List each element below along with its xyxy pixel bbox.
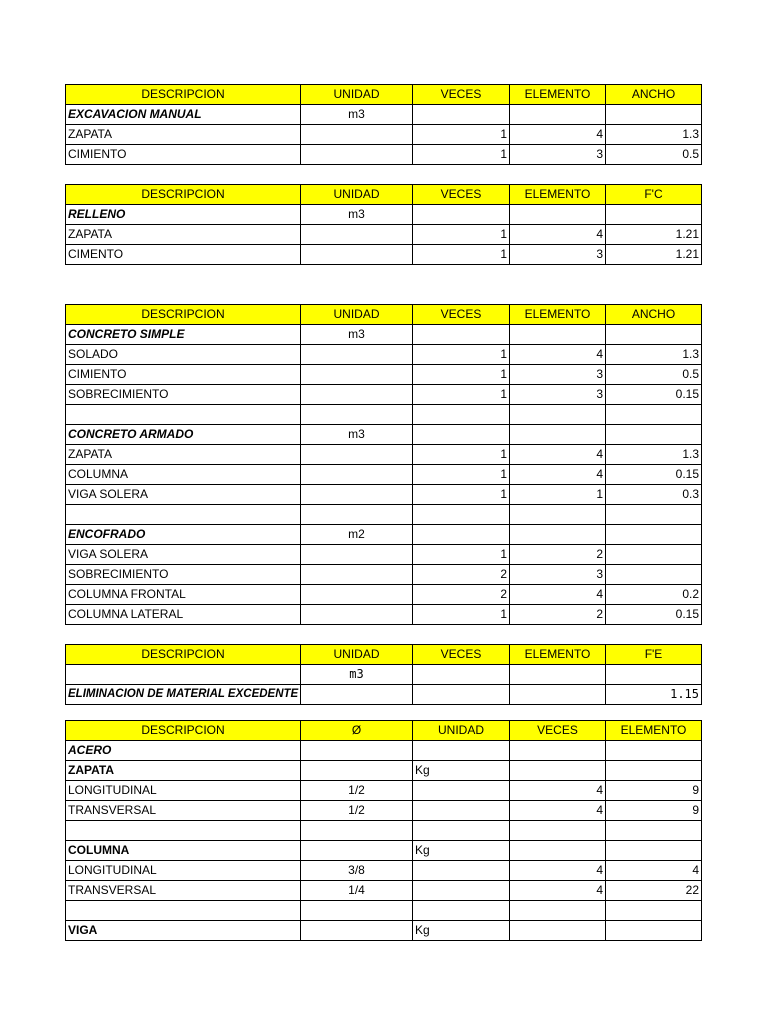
empty-cell[interactable]	[301, 465, 413, 485]
table-row	[66, 605, 702, 625]
empty-cell[interactable]	[301, 405, 413, 425]
ancho-cell[interactable]: 1.3	[606, 125, 702, 145]
elemento-cell[interactable]: 2	[510, 605, 606, 625]
veces-cell[interactable]: 4	[510, 881, 606, 901]
empty-cell[interactable]	[510, 761, 606, 781]
ancho-cell[interactable]: 0.15	[606, 605, 702, 625]
desc-cell[interactable]: COLUMNA LATERAL	[66, 605, 301, 625]
empty-cell[interactable]	[413, 325, 510, 345]
elemento-cell[interactable]: 4	[510, 345, 606, 365]
table-row	[66, 225, 702, 245]
blank-row	[66, 405, 702, 425]
header-diameter[interactable]: Ø	[301, 721, 413, 741]
unit-cell[interactable]: m3	[301, 325, 413, 345]
empty-cell[interactable]	[510, 105, 606, 125]
header-veces[interactable]: VECES	[413, 305, 510, 325]
section-label[interactable]: EXCAVACION MANUAL	[66, 105, 301, 125]
header-unidad[interactable]: UNIDAD	[301, 85, 413, 105]
empty-cell[interactable]	[510, 665, 606, 685]
empty-cell[interactable]	[606, 525, 702, 545]
veces-cell[interactable]: 1	[413, 125, 510, 145]
empty-cell[interactable]	[301, 761, 413, 781]
ancho-cell[interactable]: 1.3	[606, 445, 702, 465]
header-elemento[interactable]: ELEMENTO	[510, 645, 606, 665]
empty-cell[interactable]	[413, 205, 510, 225]
header-veces[interactable]: VECES	[413, 645, 510, 665]
header-row	[66, 185, 702, 205]
desc-cell[interactable]: TRANSVERSAL	[66, 881, 301, 901]
fc-cell[interactable]: 1.21	[606, 225, 702, 245]
table-row	[66, 801, 702, 821]
empty-cell[interactable]	[413, 425, 510, 445]
empty-cell[interactable]	[510, 205, 606, 225]
unit-cell[interactable]: m3	[301, 425, 413, 445]
ancho-cell[interactable]: 0.3	[606, 485, 702, 505]
veces-cell[interactable]: 4	[510, 781, 606, 801]
empty-cell[interactable]	[301, 365, 413, 385]
header-descripcion[interactable]: DESCRIPCION	[66, 185, 301, 205]
empty-cell[interactable]	[510, 525, 606, 545]
empty-cell[interactable]	[413, 861, 510, 881]
header-row	[66, 85, 702, 105]
header-elemento[interactable]: ELEMENTO	[606, 721, 702, 741]
section-label[interactable]: CONCRETO ARMADO	[66, 425, 301, 445]
diameter-cell[interactable]: 1/4	[301, 881, 413, 901]
section-row	[66, 761, 702, 781]
header-descripcion[interactable]: DESCRIPCION	[66, 85, 301, 105]
desc-cell[interactable]: CIMENTO	[66, 245, 301, 265]
empty-cell[interactable]	[301, 445, 413, 465]
desc-cell[interactable]: SOLADO	[66, 345, 301, 365]
empty-cell[interactable]	[66, 505, 301, 525]
veces-cell[interactable]: 1	[413, 485, 510, 505]
empty-cell[interactable]	[510, 841, 606, 861]
empty-cell[interactable]	[301, 685, 413, 705]
empty-cell[interactable]	[301, 225, 413, 245]
empty-cell[interactable]	[301, 841, 413, 861]
diameter-cell[interactable]: 1/2	[301, 801, 413, 821]
header-row	[66, 645, 702, 665]
empty-cell[interactable]	[413, 405, 510, 425]
header-fe[interactable]: F'E	[606, 645, 702, 665]
desc-cell[interactable]: ZAPATA	[66, 445, 301, 465]
table-row	[66, 861, 702, 881]
empty-cell[interactable]	[413, 685, 510, 705]
empty-cell[interactable]	[606, 325, 702, 345]
empty-cell[interactable]	[66, 901, 301, 921]
empty-cell[interactable]	[510, 505, 606, 525]
unit-cell[interactable]: Kg	[413, 841, 510, 861]
elemento-cell[interactable]: 4	[510, 445, 606, 465]
elemento-cell[interactable]: 4	[510, 125, 606, 145]
elemento-cell[interactable]: 22	[606, 881, 702, 901]
desc-cell[interactable]: CIMIENTO	[66, 365, 301, 385]
veces-cell[interactable]: 4	[510, 801, 606, 821]
unit-cell[interactable]: Kg	[413, 761, 510, 781]
empty-cell[interactable]	[301, 125, 413, 145]
unit-cell[interactable]: Kg	[413, 921, 510, 941]
empty-cell[interactable]	[606, 761, 702, 781]
section-row	[66, 921, 702, 941]
elemento-cell[interactable]: 9	[606, 781, 702, 801]
veces-cell[interactable]: 1	[413, 385, 510, 405]
empty-cell[interactable]	[510, 685, 606, 705]
table-row	[66, 485, 702, 505]
elemento-cell[interactable]: 4	[606, 861, 702, 881]
header-unidad[interactable]: UNIDAD	[301, 645, 413, 665]
empty-cell[interactable]	[301, 485, 413, 505]
elemento-cell[interactable]: 4	[510, 225, 606, 245]
header-row	[66, 721, 702, 741]
table-row	[66, 685, 702, 705]
empty-cell[interactable]	[606, 921, 702, 941]
unit-cell[interactable]: m3	[301, 205, 413, 225]
empty-cell[interactable]	[301, 585, 413, 605]
empty-cell[interactable]	[606, 425, 702, 445]
elemento-cell[interactable]: 3	[510, 145, 606, 165]
section-label[interactable]: VIGA	[66, 921, 301, 941]
section-row	[66, 205, 702, 225]
section-row	[66, 425, 702, 445]
veces-cell[interactable]: 1	[413, 245, 510, 265]
acero-table	[65, 720, 702, 941]
elemento-cell[interactable]: 3	[510, 245, 606, 265]
empty-cell[interactable]	[413, 801, 510, 821]
desc-cell[interactable]: SOBRECIMIENTO	[66, 565, 301, 585]
empty-cell[interactable]	[606, 821, 702, 841]
header-unidad[interactable]: UNIDAD	[301, 305, 413, 325]
eliminacion-table	[65, 644, 702, 705]
empty-cell[interactable]	[606, 901, 702, 921]
empty-cell[interactable]	[413, 821, 510, 841]
section-label[interactable]: COLUMNA	[66, 841, 301, 861]
elemento-cell[interactable]: 1	[510, 485, 606, 505]
veces-cell[interactable]: 1	[413, 345, 510, 365]
desc-cell[interactable]: COLUMNA FRONTAL	[66, 585, 301, 605]
empty-cell[interactable]	[413, 881, 510, 901]
desc-cell[interactable]: TRANSVERSAL	[66, 801, 301, 821]
relleno-table	[65, 184, 702, 265]
empty-cell[interactable]	[301, 145, 413, 165]
veces-cell[interactable]: 2	[413, 585, 510, 605]
concreto-table	[65, 304, 702, 625]
empty-cell[interactable]	[301, 901, 413, 921]
section-row	[66, 841, 702, 861]
empty-cell[interactable]	[606, 205, 702, 225]
empty-cell[interactable]	[606, 405, 702, 425]
header-veces[interactable]: VECES	[413, 185, 510, 205]
empty-cell[interactable]	[301, 605, 413, 625]
unit-row	[66, 665, 702, 685]
table-row	[66, 385, 702, 405]
table-row	[66, 125, 702, 145]
ancho-cell[interactable]: 0.2	[606, 585, 702, 605]
diameter-cell[interactable]: 1/2	[301, 781, 413, 801]
section-label[interactable]: CONCRETO SIMPLE	[66, 325, 301, 345]
header-unidad[interactable]: UNIDAD	[301, 185, 413, 205]
header-ancho[interactable]: ANCHO	[606, 85, 702, 105]
empty-cell[interactable]	[413, 525, 510, 545]
desc-cell[interactable]: COLUMNA	[66, 465, 301, 485]
veces-cell[interactable]: 1	[413, 445, 510, 465]
fe-cell[interactable]: 1.15	[606, 685, 702, 705]
empty-cell[interactable]	[301, 385, 413, 405]
veces-cell[interactable]: 1	[413, 365, 510, 385]
empty-cell[interactable]	[606, 505, 702, 525]
empty-cell[interactable]	[66, 405, 301, 425]
empty-cell[interactable]	[413, 105, 510, 125]
empty-cell[interactable]	[301, 565, 413, 585]
empty-cell[interactable]	[301, 921, 413, 941]
empty-cell[interactable]	[301, 741, 413, 761]
header-fc[interactable]: F'C	[606, 185, 702, 205]
blank-row	[66, 505, 702, 525]
veces-cell[interactable]: 1	[413, 465, 510, 485]
ancho-cell[interactable]: 1.3	[606, 345, 702, 365]
empty-cell[interactable]	[413, 741, 510, 761]
ancho-cell[interactable]: 0.15	[606, 465, 702, 485]
empty-cell[interactable]	[301, 821, 413, 841]
desc-cell[interactable]: CIMIENTO	[66, 145, 301, 165]
veces-cell[interactable]: 1	[413, 145, 510, 165]
empty-cell[interactable]	[606, 665, 702, 685]
empty-cell[interactable]	[606, 105, 702, 125]
section-row	[66, 525, 702, 545]
elemento-cell[interactable]: 3	[510, 365, 606, 385]
ancho-cell[interactable]: 0.5	[606, 365, 702, 385]
unit-cell[interactable]: m3	[301, 665, 413, 685]
elemento-cell[interactable]: 3	[510, 565, 606, 585]
table-row	[66, 565, 702, 585]
header-descripcion[interactable]: DESCRIPCION	[66, 305, 301, 325]
empty-cell[interactable]	[510, 921, 606, 941]
table-row	[66, 145, 702, 165]
table-row	[66, 445, 702, 465]
table-row	[66, 465, 702, 485]
excavacion-table	[65, 84, 702, 165]
empty-cell[interactable]	[301, 505, 413, 525]
desc-cell[interactable]: VIGA SOLERA	[66, 485, 301, 505]
empty-cell[interactable]	[66, 665, 301, 685]
ancho-cell[interactable]: 0.5	[606, 145, 702, 165]
table-row	[66, 781, 702, 801]
section-label[interactable]: ZAPATA	[66, 761, 301, 781]
empty-cell[interactable]	[413, 665, 510, 685]
empty-cell[interactable]	[413, 505, 510, 525]
header-elemento[interactable]: ELEMENTO	[510, 185, 606, 205]
unit-cell[interactable]: m2	[301, 525, 413, 545]
veces-cell[interactable]: 1	[413, 225, 510, 245]
empty-cell[interactable]	[301, 245, 413, 265]
elemento-cell[interactable]: 4	[510, 585, 606, 605]
blank-row	[66, 901, 702, 921]
header-elemento[interactable]: ELEMENTO	[510, 85, 606, 105]
table-row	[66, 585, 702, 605]
header-ancho[interactable]: ANCHO	[606, 305, 702, 325]
empty-cell[interactable]	[510, 325, 606, 345]
desc-cell[interactable]: ZAPATA	[66, 125, 301, 145]
diameter-cell[interactable]: 3/8	[301, 861, 413, 881]
empty-cell[interactable]	[606, 841, 702, 861]
desc-cell[interactable]: LONGITUDINAL	[66, 781, 301, 801]
empty-cell[interactable]	[510, 741, 606, 761]
ancho-cell[interactable]	[606, 565, 702, 585]
ancho-cell[interactable]: 0.15	[606, 385, 702, 405]
unit-cell[interactable]: m3	[301, 105, 413, 125]
table-row	[66, 245, 702, 265]
header-descripcion[interactable]: DESCRIPCION	[66, 721, 301, 741]
header-descripcion[interactable]: DESCRIPCION	[66, 645, 301, 665]
empty-cell[interactable]	[510, 821, 606, 841]
section-label[interactable]: ENCOFRADO	[66, 525, 301, 545]
table-row	[66, 365, 702, 385]
empty-cell[interactable]	[510, 405, 606, 425]
table-row	[66, 345, 702, 365]
fc-cell[interactable]: 1.21	[606, 245, 702, 265]
empty-cell[interactable]	[301, 345, 413, 365]
veces-cell[interactable]: 2	[413, 565, 510, 585]
elemento-cell[interactable]: 9	[606, 801, 702, 821]
veces-cell[interactable]: 1	[413, 545, 510, 565]
empty-cell[interactable]	[510, 425, 606, 445]
table-row	[66, 545, 702, 565]
header-veces[interactable]: VECES	[510, 721, 606, 741]
empty-cell[interactable]	[606, 741, 702, 761]
blank-row	[66, 821, 702, 841]
desc-cell[interactable]: ZAPATA	[66, 225, 301, 245]
header-unidad[interactable]: UNIDAD	[413, 721, 510, 741]
veces-cell[interactable]: 4	[510, 861, 606, 881]
elemento-cell[interactable]: 2	[510, 545, 606, 565]
empty-cell[interactable]	[66, 821, 301, 841]
section-label[interactable]: ELIMINACION DE MATERIAL EXCEDENTE	[66, 685, 301, 705]
desc-cell[interactable]: SOBRECIMIENTO	[66, 385, 301, 405]
elemento-cell[interactable]: 4	[510, 465, 606, 485]
desc-cell[interactable]: VIGA SOLERA	[66, 545, 301, 565]
header-veces[interactable]: VECES	[413, 85, 510, 105]
table-row	[66, 881, 702, 901]
section-row	[66, 741, 702, 761]
section-row	[66, 105, 702, 125]
section-title[interactable]: ACERO	[66, 741, 301, 761]
veces-cell[interactable]: 1	[413, 605, 510, 625]
empty-cell[interactable]	[301, 545, 413, 565]
ancho-cell[interactable]	[606, 545, 702, 565]
empty-cell[interactable]	[413, 901, 510, 921]
empty-cell[interactable]	[413, 781, 510, 801]
header-elemento[interactable]: ELEMENTO	[510, 305, 606, 325]
elemento-cell[interactable]: 3	[510, 385, 606, 405]
header-row	[66, 305, 702, 325]
section-label[interactable]: RELLENO	[66, 205, 301, 225]
desc-cell[interactable]: LONGITUDINAL	[66, 861, 301, 881]
empty-cell[interactable]	[510, 901, 606, 921]
section-row	[66, 325, 702, 345]
